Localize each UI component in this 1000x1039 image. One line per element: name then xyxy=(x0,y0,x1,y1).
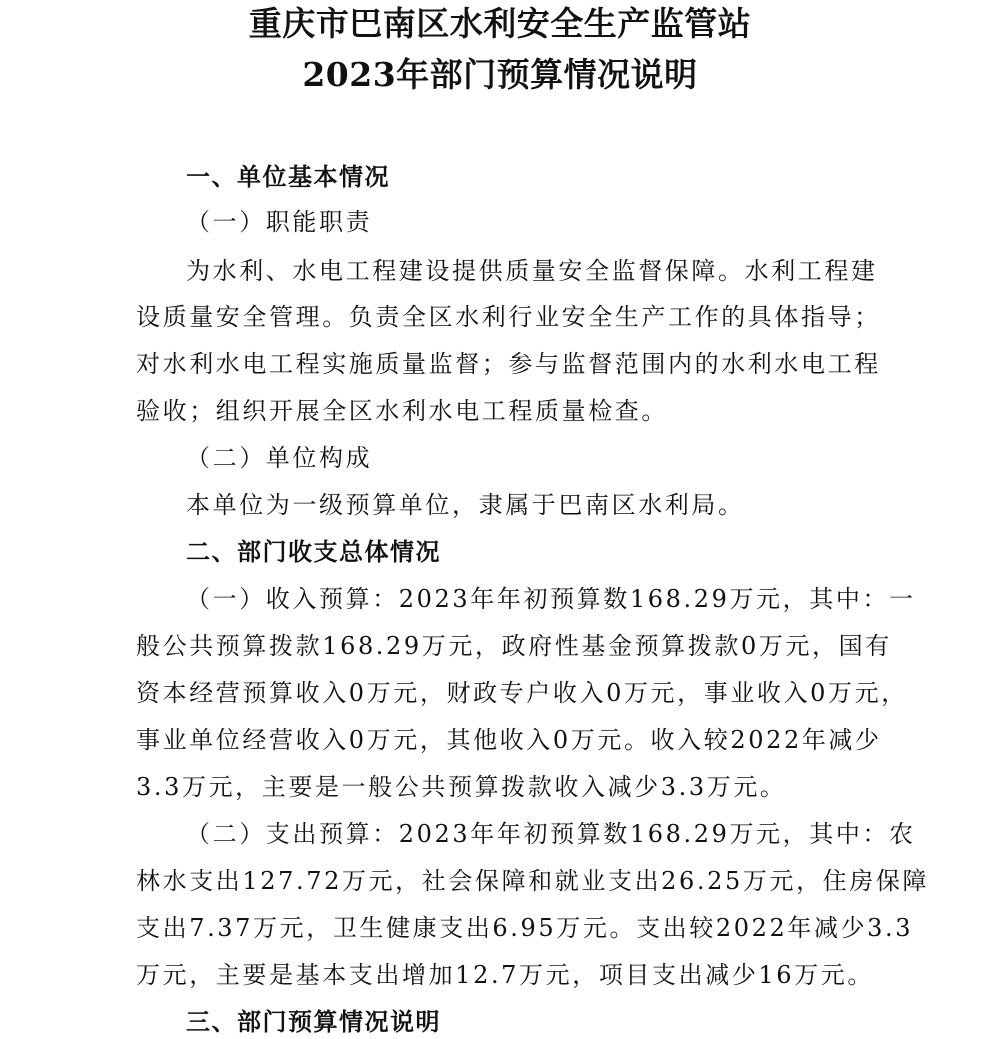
subheading-duties: （一）职能职责 xyxy=(186,208,373,236)
paragraph-line: （一）收入预算：2023年年初预算数168.29万元，其中：一 xyxy=(186,585,916,613)
document-title-line1: 重庆市巴南区水利安全生产监管站 xyxy=(248,4,752,43)
paragraph-line: 验收；组织开展全区水利水电工程质量检查。 xyxy=(136,397,668,425)
section-heading-budget-overview: 二、部门收支总体情况 xyxy=(186,537,441,566)
paragraph-line: 3.3万元，主要是一般公共预算拨款收入减少3.3万元。 xyxy=(136,773,787,801)
section-heading-basic-info: 一、单位基本情况 xyxy=(186,162,390,191)
paragraph-line: 设质量安全管理。负责全区水利行业安全生产工作的具体指导； xyxy=(136,303,881,331)
paragraph-line: （二）支出预算：2023年年初预算数168.29万元，其中：农 xyxy=(186,820,916,848)
paragraph-line: 对水利水电工程实施质量监督；参与监督范围内的水利水电工程 xyxy=(136,350,881,378)
paragraph-line: 林水支出127.72万元，社会保障和就业支出26.25万元，住房保障 xyxy=(136,867,930,895)
paragraph-line: 事业单位经营收入0万元，其他收入0万元。收入较2022年减少 xyxy=(136,726,882,754)
section-heading-budget-details: 三、部门预算情况说明 xyxy=(186,1007,441,1036)
paragraph-line: 支出7.37万元，卫生健康支出6.95万元。支出较2022年减少3.3 xyxy=(136,914,914,942)
document-title-line2: 2023年部门预算情况说明 xyxy=(302,55,698,94)
paragraph-line: 万元，主要是基本支出增加12.7万元，项目支出减少16万元。 xyxy=(136,961,874,989)
paragraph-line: 为水利、水电工程建设提供质量安全监督保障。水利工程建 xyxy=(186,257,878,285)
paragraph-line: 资本经营预算收入0万元，财政专户收入0万元，事业收入0万元， xyxy=(136,679,908,707)
paragraph-line: 本单位为一级预算单位，隶属于巴南区水利局。 xyxy=(186,491,745,519)
paragraph-line: 般公共预算拨款168.29万元，政府性基金预算拨款0万元，国有 xyxy=(136,632,892,660)
subheading-composition: （二）单位构成 xyxy=(186,444,373,472)
